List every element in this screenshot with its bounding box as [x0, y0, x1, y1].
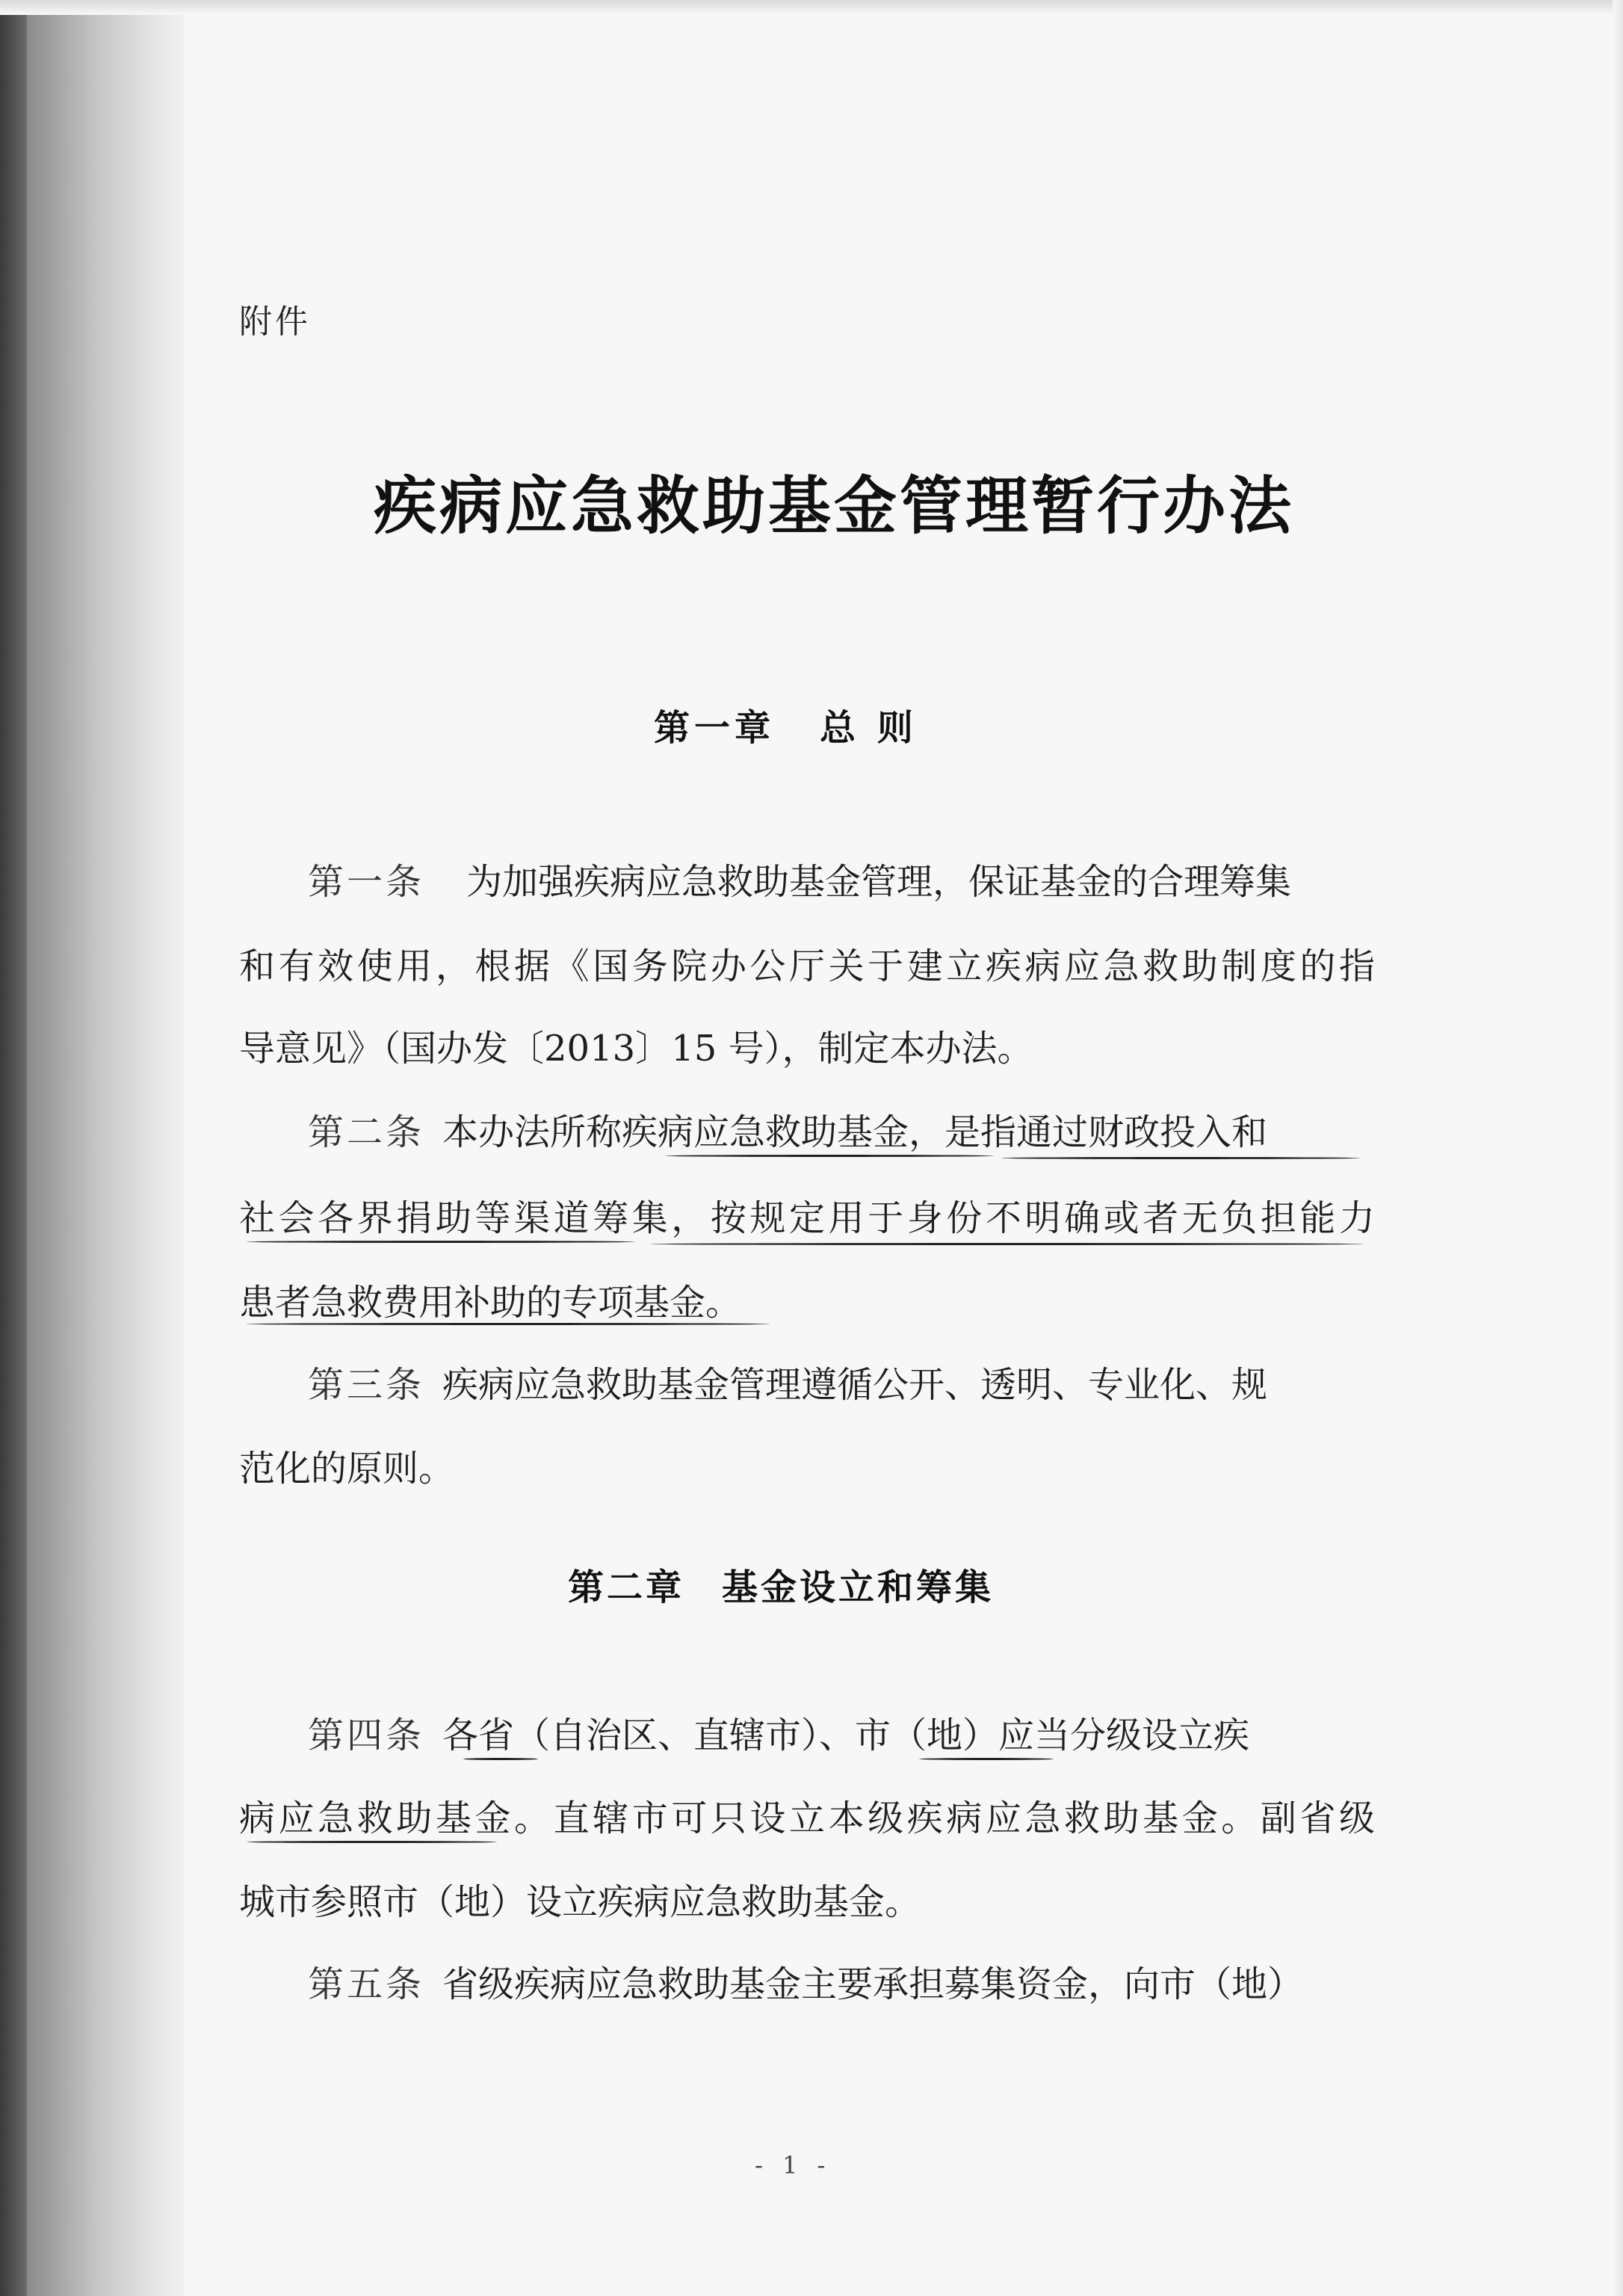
handwritten-underline [247, 1841, 497, 1843]
chapter-1-heading [654, 699, 918, 750]
page-number: - 1 - [755, 2151, 832, 2179]
article-3-line-2 [239, 1442, 1375, 1495]
binding-shadow-dark [0, 0, 27, 2296]
article-label: 第三条 [308, 1364, 425, 1406]
article-3-line-1 [239, 1359, 1375, 1411]
article-4-line-3 [239, 1876, 1375, 1928]
right-edge-shadow [1613, 0, 1623, 2296]
chapter-number: 第二章 [568, 1567, 685, 1608]
handwritten-underline [919, 1758, 1054, 1760]
article-1-line-1 [239, 856, 1375, 908]
article-4-line-2 [239, 1792, 1375, 1845]
handwritten-underline [247, 1241, 635, 1243]
article-text: 患者急救费用补助的专项基金。 [239, 1282, 742, 1324]
handwritten-underline [463, 1758, 538, 1760]
article-text: 省级疾病应急救助基金主要承担募集资金，向市（地） [442, 1963, 1304, 2005]
handwritten-underline [665, 1155, 994, 1157]
article-5-line-1 [239, 1958, 1375, 2010]
article-text: 疾病应急救助基金管理遵循公开、透明、专业化、规 [442, 1364, 1268, 1406]
top-edge-shadow [0, 0, 1623, 15]
article-text: 社会各界捐助等渠道筹集，按规定用于身份不明确或者无负担能力 [239, 1197, 1375, 1239]
article-label: 第一条 [308, 861, 425, 903]
article-text: 病应急救助基金。直辖市可只设立本级疾病应急救助基金。副省级 [239, 1797, 1375, 1839]
article-4-line-1 [239, 1709, 1375, 1762]
article-text: 范化的原则。 [239, 1448, 455, 1490]
article-1-line-2 [239, 940, 1375, 993]
article-text: 城市参照市（地）设立疾病应急救助基金。 [239, 1881, 921, 1923]
article-label: 第五条 [308, 1963, 425, 2005]
handwritten-underline [1001, 1157, 1360, 1159]
article-2-line-3 [239, 1277, 1375, 1329]
chapter-title: 基金设立和筹集 [722, 1567, 995, 1608]
article-2-line-1 [239, 1106, 1375, 1158]
article-text: 为加强疾病应急救助基金管理，保证基金的合理筹集 [466, 861, 1292, 903]
chapter-title: 总 则 [820, 707, 918, 749]
handwritten-underline [247, 1323, 770, 1325]
handwritten-underline [650, 1243, 1364, 1245]
article-2-line-2 [239, 1192, 1375, 1244]
article-text: 导意见》（国办发〔2013〕15 号），制定本办法。 [239, 1028, 1033, 1070]
article-text: 各省（自治区、直辖市）、市（地）应当分级设立疾 [442, 1715, 1250, 1756]
attachment-label: 附件 [239, 303, 311, 341]
article-label: 第四条 [308, 1715, 425, 1756]
article-text: 本办法所称疾病应急救助基金，是指通过财政投入和 [442, 1111, 1268, 1153]
binding-shadow [27, 0, 184, 2296]
article-text: 和有效使用，根据《国务院办公厅关于建立疾病应急救助制度的指 [239, 945, 1375, 987]
document-title: 疾病应急救助基金管理暂行办法 [374, 469, 1295, 543]
chapter-2-heading [568, 1558, 994, 1610]
article-1-line-3 [239, 1022, 1375, 1075]
chapter-number: 第一章 [654, 707, 776, 749]
article-label: 第二条 [308, 1111, 425, 1153]
